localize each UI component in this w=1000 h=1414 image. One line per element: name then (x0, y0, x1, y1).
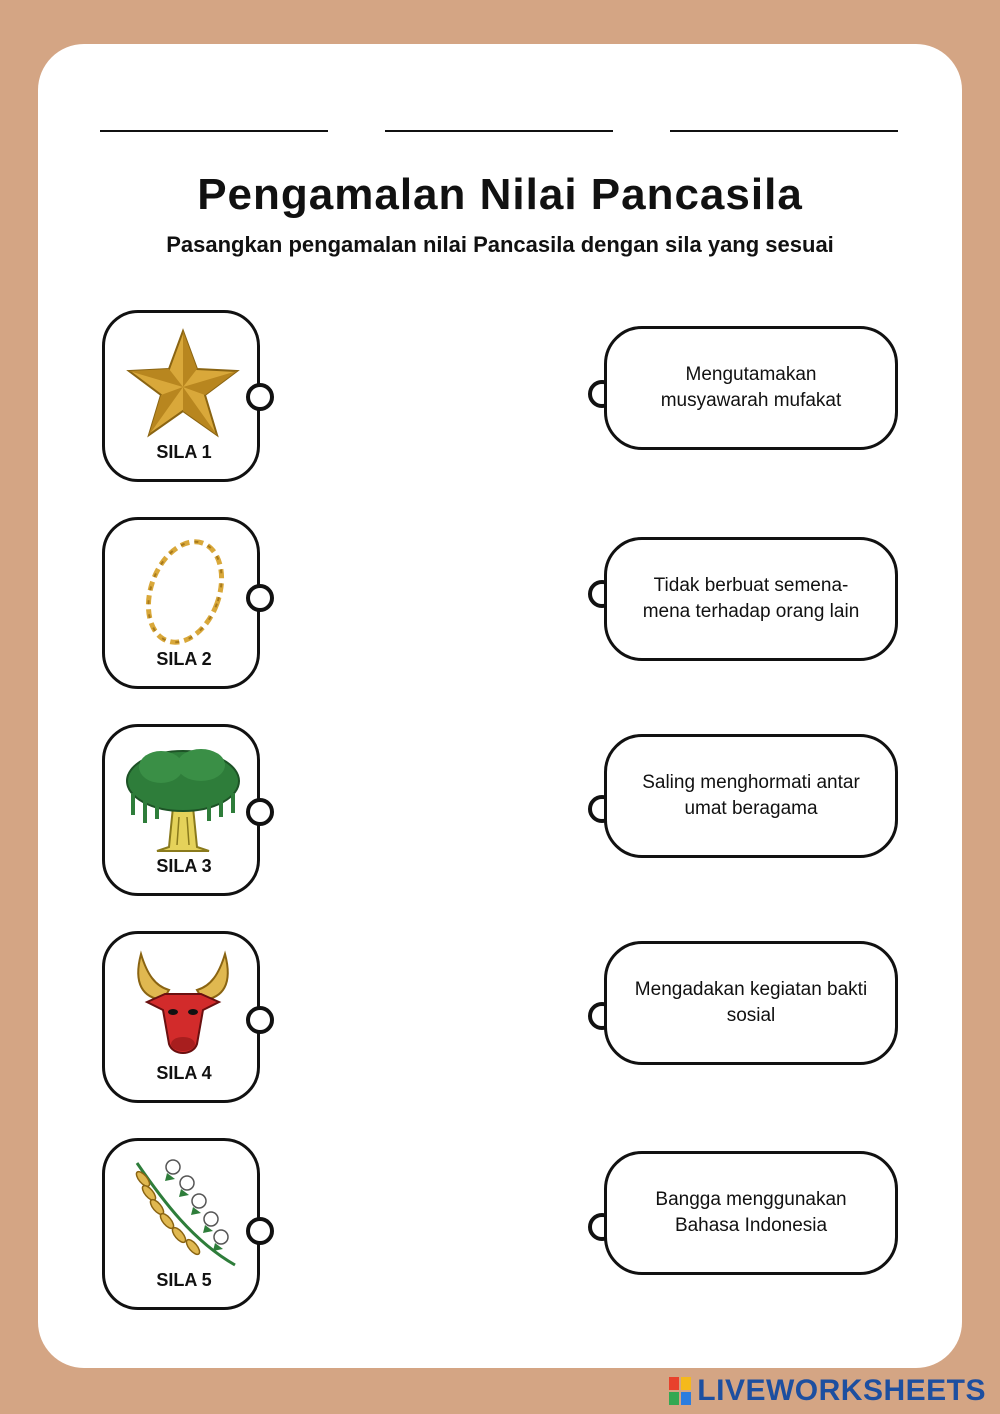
statement-text: Mengadakan kegiatan bakti sosial (634, 979, 868, 1026)
sila-label: SILA 2 (156, 649, 212, 669)
sila-label: SILA 5 (156, 1270, 212, 1290)
sila-card-5 (102, 1138, 260, 1310)
sila-1-connector[interactable] (246, 383, 274, 411)
sila-label: SILA 1 (156, 442, 212, 462)
sila-5-connector[interactable] (246, 1217, 274, 1245)
brand-text: LIVEWORKSHEETS (697, 1374, 986, 1407)
rice-cotton-icon (123, 1151, 243, 1271)
page-subtitle: Pasangkan pengamalan nilai Pancasila dengan sila yang sesuai (166, 232, 834, 257)
sila-label: SILA 4 (156, 1063, 212, 1083)
statement-card-3 (604, 734, 898, 858)
sila-card-1 (102, 310, 260, 482)
sila-card-2 (102, 517, 260, 689)
liveworksheets-brand (669, 1374, 986, 1408)
star-icon (123, 323, 243, 443)
chain-icon (123, 530, 243, 650)
name-blank-line[interactable] (100, 130, 328, 132)
bull-head-icon (123, 944, 243, 1064)
sila-card-3 (102, 724, 260, 896)
sila-card-4 (102, 931, 260, 1103)
statement-text: Tidak berbuat semena-mena terhadap orang lain (642, 575, 860, 622)
statement-card-2 (604, 537, 898, 661)
statement-card-5 (604, 1151, 898, 1275)
statement-text: Mengutamakan musyawarah mufakat (660, 364, 842, 411)
sila-2-connector[interactable] (246, 584, 274, 612)
statement-text: Bangga menggunakan Bahasa Indonesia (655, 1189, 847, 1236)
sila-label: SILA 3 (156, 856, 212, 876)
class-blank-line[interactable] (385, 130, 613, 132)
page-title: Pengamalan Nilai Pancasila (197, 170, 803, 219)
date-blank-line[interactable] (670, 130, 898, 132)
banyan-tree-icon (123, 737, 243, 857)
statement-card-4 (604, 941, 898, 1065)
liveworksheets-logo-icon (669, 1377, 691, 1405)
statement-text: Saling menghormati antar umat beragama (642, 772, 860, 819)
statement-card-1 (604, 326, 898, 450)
sila-4-connector[interactable] (246, 1006, 274, 1034)
sila-3-connector[interactable] (246, 798, 274, 826)
